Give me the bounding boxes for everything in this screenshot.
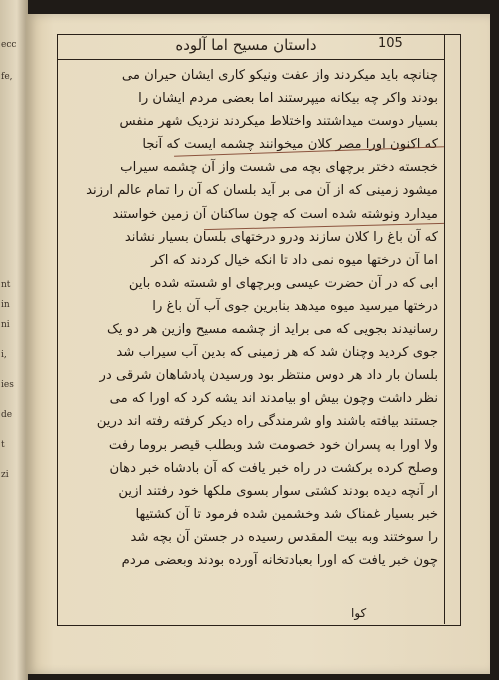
text-block	[66, 64, 438, 572]
running-title: داستان مسیح اما آلوده	[175, 36, 317, 54]
text-line: درختها میرسید میوه میدهد بنابرین جوی آب آن باغ را	[152, 298, 438, 314]
adjacent-page-fragment: de	[1, 410, 13, 420]
text-line: اما آن درختها میوه نمی داد تا انکه خیال کردند که اکر	[151, 252, 438, 268]
margin-rule	[444, 34, 445, 624]
header-rule	[57, 59, 444, 60]
adjacent-page-fragment: i,	[1, 350, 7, 360]
text-line: که آن باغ را کلان سازند ودرو درختهای بلسان بسیار نشاند	[124, 229, 438, 245]
text-line: ار آنچه دیده بودند کشتی سوار بسوی ملکها خود رفتند ازین	[118, 483, 438, 499]
adjacent-page-fragment: zi	[1, 470, 9, 480]
adjacent-page-fragment: ecc	[1, 40, 17, 50]
text-line: جوی کردید وچنان شد که هر زمینی که بدین آب سیراب شد	[116, 345, 438, 361]
text-line: وصلح کرده برکشت در راه خبر یافت که آن بادشاه خبر دهان	[109, 460, 438, 476]
text-line: میدارد ونوشته شده است که چون ساکنان آن زمین خواستند	[112, 206, 438, 222]
text-line: ابی که در آن حضرت عیسی وبرچهای او شسته شده باین	[128, 275, 438, 291]
catchword: كوا	[351, 606, 367, 620]
text-line: چنانچه باید میکردند واز عفت ونیکو کاری ایشان حیران می	[121, 68, 438, 83]
text-line: بودند واکر چه بیکانه میپرستند اما بعضی مردم ایشان را	[138, 91, 438, 107]
manuscript-page	[26, 14, 490, 674]
text-line: خجسته دختر برچهای بچه می شست واز آن چشمه سیراب	[120, 160, 438, 176]
text-line: بسیار دوست میداشتند واختلاط میکردند نزدیک شهر منفس	[119, 114, 438, 130]
adjacent-page-edge	[0, 0, 28, 680]
adjacent-page-fragment: t	[1, 440, 5, 450]
text-line: را سوختند وبه بیت المقدس رسیده در جستن آن بچه شد	[130, 529, 438, 545]
text-line: جستند بیافته باشند واو شرمندگی راه دیکر کرفته رفته اند درین	[96, 414, 438, 430]
text-line: میشود زمینی که از آن می بر آید بلسان که آن را تمام عالم ارزند	[86, 183, 438, 199]
text-line: خبر بسیار غمناک شد وخشمین شده فرمود تا آن کشتیها	[135, 506, 438, 522]
text-line: رسانیدند بجویی که می براید از چشمه مسیح وازین هر دو یک	[107, 322, 438, 338]
adjacent-page-fragment: nt	[1, 280, 11, 290]
adjacent-page-fragment: ies	[1, 380, 14, 390]
text-line: ولا اورا به پسران خود خصومت شد وبطلب قیصر بروما رفت	[108, 437, 438, 453]
adjacent-page-fragment: fe,	[1, 72, 13, 82]
adjacent-page-fragment: ni	[1, 320, 10, 330]
text-line: که اکنون اورا مصر کلان میخوانند چشمه ایست که آنجا	[142, 137, 438, 153]
adjacent-page-fragment: in	[1, 300, 10, 310]
text-line: نظر داشت وچون بیش او بیامدند اند یشه کرد که اورا که می	[109, 391, 438, 407]
page-number: 105	[378, 36, 403, 51]
text-line: بلسان بار داد هر دوس منتظر بود ورسیدن پادشاهان شرقی در	[99, 368, 438, 384]
text-line: چون خبر یافت که اورا بعبادتخانه آورده بودند وبعضی مردم	[121, 552, 438, 568]
